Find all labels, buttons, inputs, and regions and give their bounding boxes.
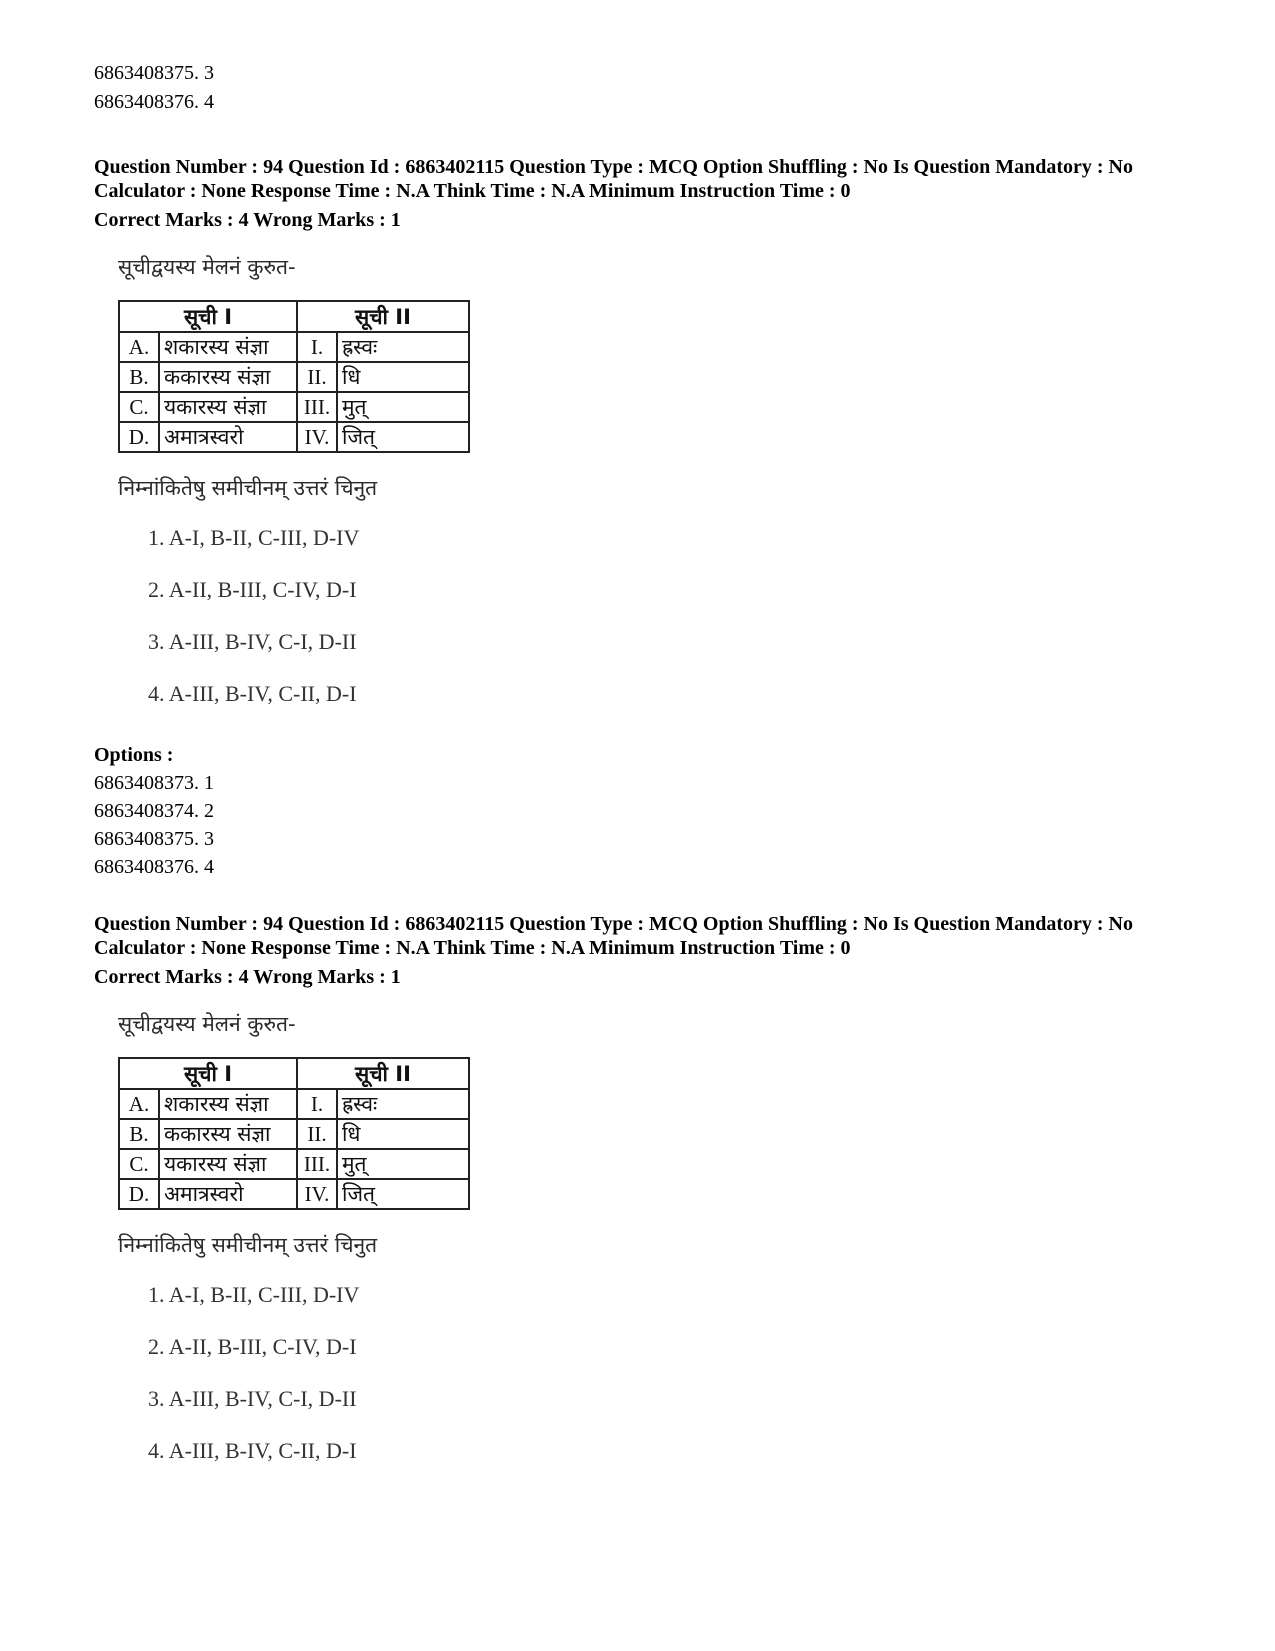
option-line: 6863408376. 4	[94, 91, 214, 113]
list2-item: ह्रस्वः	[337, 332, 469, 362]
list2-item: जित्	[337, 1179, 469, 1209]
answer-choices	[148, 1278, 1214, 1486]
list1-label: D.	[119, 1179, 159, 1209]
options-label: Options :	[94, 744, 174, 766]
option-line: 6863408374. 2	[94, 800, 214, 822]
list2-item: मुत्	[337, 392, 469, 422]
list2-item: धि	[337, 1119, 469, 1149]
list2-label: II.	[297, 1119, 337, 1149]
list2-label: I.	[297, 1089, 337, 1119]
list2-item: जित्	[337, 422, 469, 452]
list2-label: II.	[297, 362, 337, 392]
list2-label: I.	[297, 332, 337, 362]
table-row	[119, 392, 469, 422]
list1-label: C.	[119, 1149, 159, 1179]
list1-label: D.	[119, 422, 159, 452]
table-row	[119, 422, 469, 452]
list2-label: III.	[297, 1149, 337, 1179]
question-block-1	[94, 155, 1214, 729]
list2-item: धि	[337, 362, 469, 392]
list1-item: ककारस्य संज्ञा	[159, 362, 297, 392]
list1-item: शकारस्य संज्ञा	[159, 332, 297, 362]
option-line: 6863408375. 3	[94, 62, 214, 84]
list1-header: सूची I	[119, 301, 297, 332]
answer-choice: 1. A-I, B-II, C-III, D-IV	[148, 525, 360, 550]
answer-choice: 3. A-III, B-IV, C-I, D-II	[148, 1386, 357, 1411]
table-row	[119, 332, 469, 362]
answer-choice: 2. A-II, B-III, C-IV, D-I	[148, 1334, 357, 1359]
list1-item: अमात्रस्वरो	[159, 422, 297, 452]
table-row	[119, 1119, 469, 1149]
question-marks: Correct Marks : 4 Wrong Marks : 1	[94, 209, 401, 231]
list1-label: B.	[119, 362, 159, 392]
question-instruction: सूचीद्वयस्य मेलनं कुरुत-	[118, 1012, 296, 1036]
question-content	[118, 252, 1214, 729]
list1-item: शकारस्य संज्ञा	[159, 1089, 297, 1119]
answer-choice: 4. A-III, B-IV, C-II, D-I	[148, 681, 357, 706]
question-marks: Correct Marks : 4 Wrong Marks : 1	[94, 966, 401, 988]
list2-label: III.	[297, 392, 337, 422]
list1-item: ककारस्य संज्ञा	[159, 1119, 297, 1149]
table-row	[119, 1149, 469, 1179]
options-block	[94, 729, 1214, 881]
match-table	[118, 300, 470, 453]
question-content	[118, 1009, 1214, 1486]
list1-item: यकारस्य संज्ञा	[159, 392, 297, 422]
question-header: Question Number : 94 Question Id : 6863402115 Question Type : MCQ Option Shuffling : No Is Question Mandatory : No Calculator : None Response Time : N.A Think Time : N.A Minimum Instruction Time : 0	[94, 156, 1133, 202]
answer-choice: 2. A-II, B-III, C-IV, D-I	[148, 577, 357, 602]
option-line: 6863408373. 1	[94, 772, 214, 794]
table-row	[119, 1179, 469, 1209]
answer-choice: 4. A-III, B-IV, C-II, D-I	[148, 1438, 357, 1463]
answer-choices	[148, 521, 1214, 729]
list2-label: IV.	[297, 422, 337, 452]
question-header: Question Number : 94 Question Id : 6863402115 Question Type : MCQ Option Shuffling : No Is Question Mandatory : No Calculator : None Response Time : N.A Think Time : N.A Minimum Instruction Time : 0	[94, 913, 1133, 959]
list2-item: ह्रस्वः	[337, 1089, 469, 1119]
answer-choice: 1. A-I, B-II, C-III, D-IV	[148, 1282, 360, 1307]
list2-header: सूची II	[297, 301, 469, 332]
question-instruction: सूचीद्वयस्य मेलनं कुरुत-	[118, 255, 296, 279]
list2-label: IV.	[297, 1179, 337, 1209]
question-block-2	[94, 912, 1214, 1486]
list1-item: अमात्रस्वरो	[159, 1179, 297, 1209]
list1-label: A.	[119, 1089, 159, 1119]
option-line: 6863408376. 4	[94, 856, 214, 878]
list1-header: सूची I	[119, 1058, 297, 1089]
match-table	[118, 1057, 470, 1210]
answer-choice: 3. A-III, B-IV, C-I, D-II	[148, 629, 357, 654]
list1-label: C.	[119, 392, 159, 422]
table-row	[119, 1089, 469, 1119]
table-row	[119, 362, 469, 392]
question-instruction-2: निम्नांकितेषु समीचीनम् उत्तरं चिनुत	[118, 1233, 378, 1257]
list1-item: यकारस्य संज्ञा	[159, 1149, 297, 1179]
list2-item: मुत्	[337, 1149, 469, 1179]
option-line: 6863408375. 3	[94, 828, 214, 850]
list2-header: सूची II	[297, 1058, 469, 1089]
list1-label: A.	[119, 332, 159, 362]
list1-label: B.	[119, 1119, 159, 1149]
question-instruction-2: निम्नांकितेषु समीचीनम् उत्तरं चिनुत	[118, 476, 378, 500]
previous-options	[94, 59, 214, 117]
